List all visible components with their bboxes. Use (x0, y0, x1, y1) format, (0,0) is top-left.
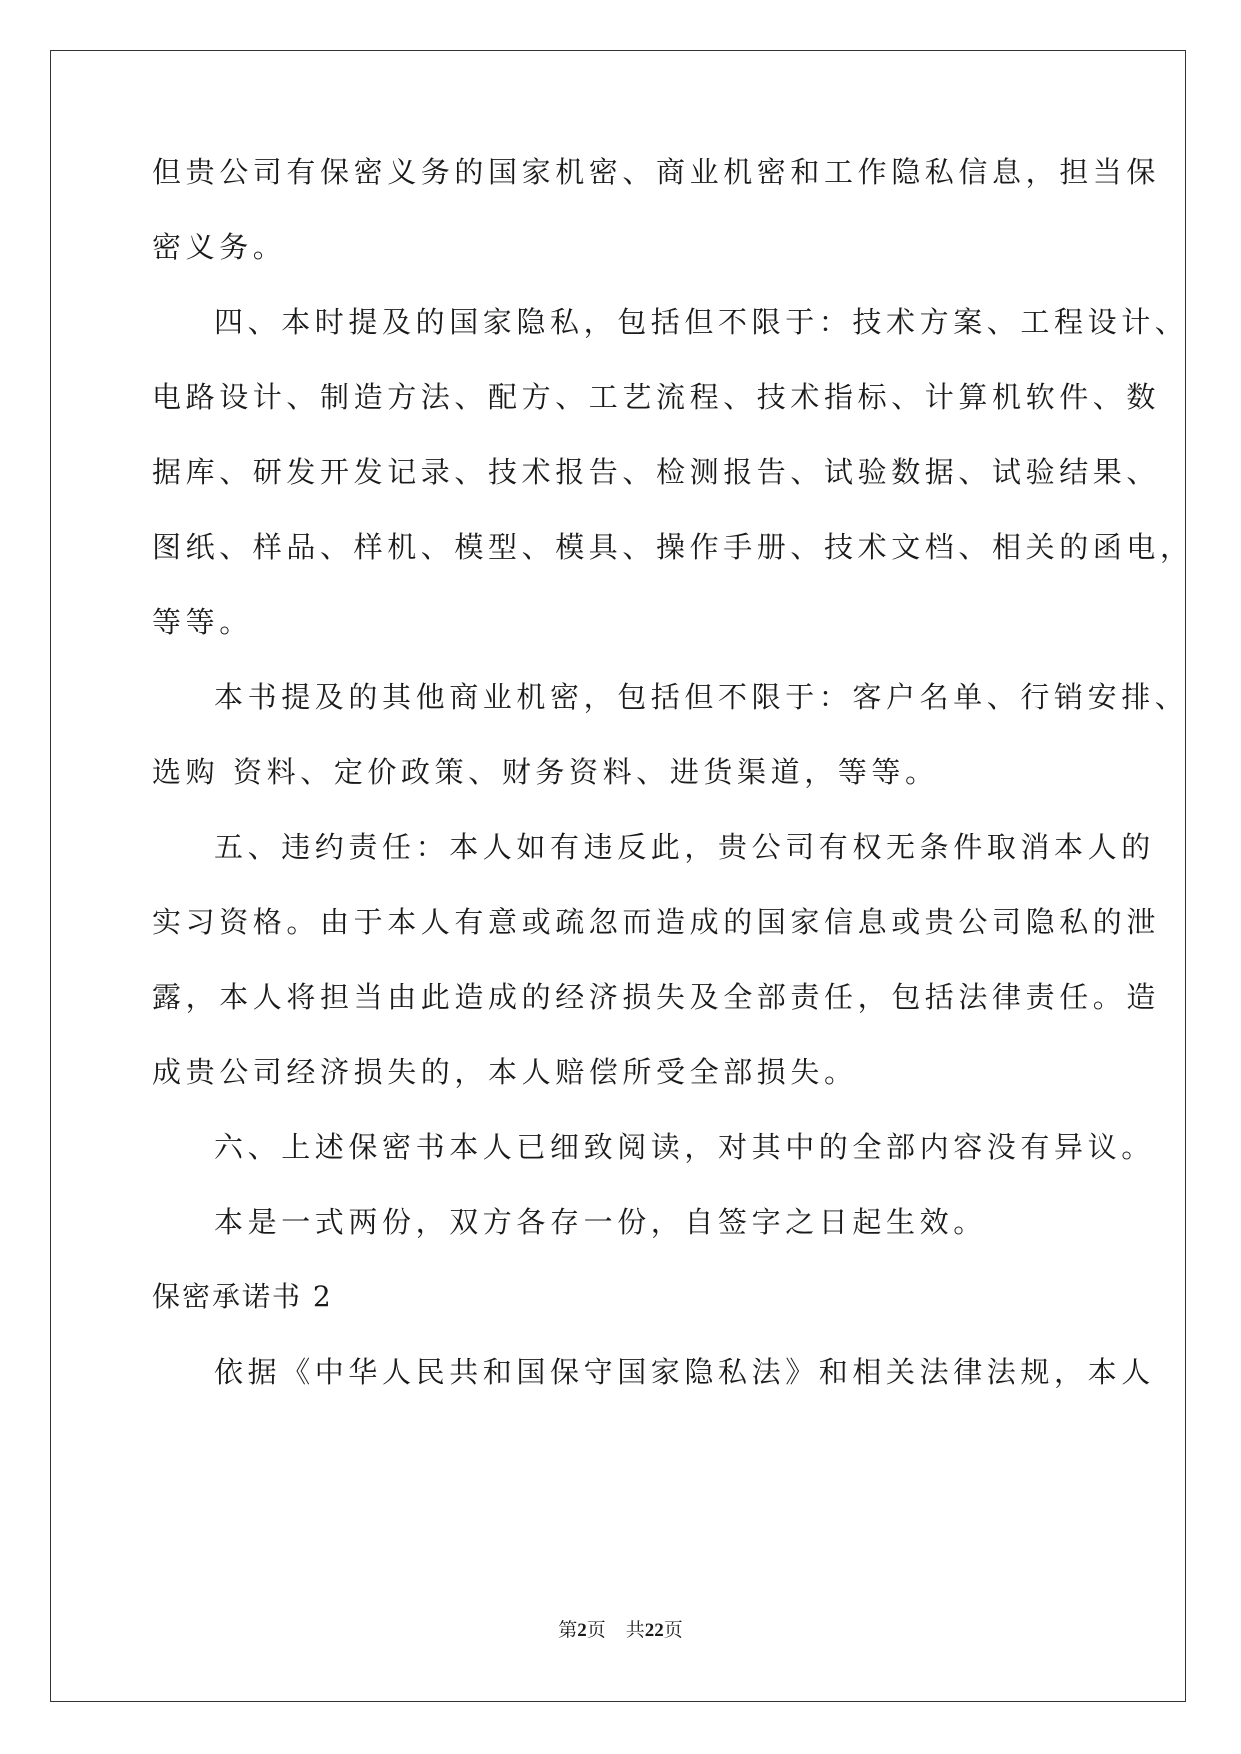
text-line: 实习资格。由于本人有意或疏忽而造成的国家信息或贵公司隐私的泄 (152, 905, 1161, 939)
total-page-count: 22 (644, 1620, 664, 1641)
text-line: 但贵公司有保密义务的国家机密、商业机密和工作隐私信息，担当保 (152, 155, 1161, 189)
page-footer (0, 1618, 1241, 1643)
section-heading: 保密承诺书 2 (152, 1280, 333, 1313)
paragraph-line: 五、违约责任：本人如有违反此，贵公司有权无条件取消本人的 (214, 830, 1155, 864)
footer-prefix: 第 (558, 1619, 578, 1641)
text-line: 露，本人将担当由此造成的经济损失及全部责任，包括法律责任。造 (152, 980, 1161, 1014)
text-line: 成贵公司经济损失的，本人赔偿所受全部损失。 (152, 1055, 858, 1089)
page-border (50, 50, 1189, 1702)
text-line: 图纸、样品、样机、模型、模具、操作手册、技术文档、相关的函电， (152, 530, 1194, 564)
footer-total-suffix: 页 (663, 1619, 683, 1641)
paragraph-line: 六、上述保密书本人已细致阅读，对其中的全部内容没有异议。 (214, 1130, 1155, 1164)
text-line: 电路设计、制造方法、配方、工艺流程、技术指标、计算机软件、数 (152, 380, 1161, 414)
paragraph-line: 本书提及的其他商业机密，包括但不限于：客户名单、行销安排、 (214, 680, 1189, 714)
text-line: 选购 资料、定价政策、财务资料、进货渠道，等等。 (152, 755, 939, 789)
text-line: 密义务。 (152, 230, 287, 264)
text-line: 据库、研发开发记录、技术报告、检测报告、试验数据、试验结果、 (152, 455, 1161, 489)
paragraph-line: 依据《中华人民共和国保守国家隐私法》和相关法律法规，本人 (214, 1355, 1155, 1389)
current-page-number: 2 (577, 1620, 587, 1641)
footer-total-prefix: 共 (625, 1619, 645, 1641)
paragraph-line: 四、本时提及的国家隐私，包括但不限于：技术方案、工程设计、 (214, 305, 1189, 339)
paragraph-line: 本是一式两份，双方各存一份，自签字之日起生效。 (214, 1205, 987, 1239)
text-line: 等等。 (152, 605, 253, 639)
footer-page-suffix: 页 (586, 1619, 606, 1641)
